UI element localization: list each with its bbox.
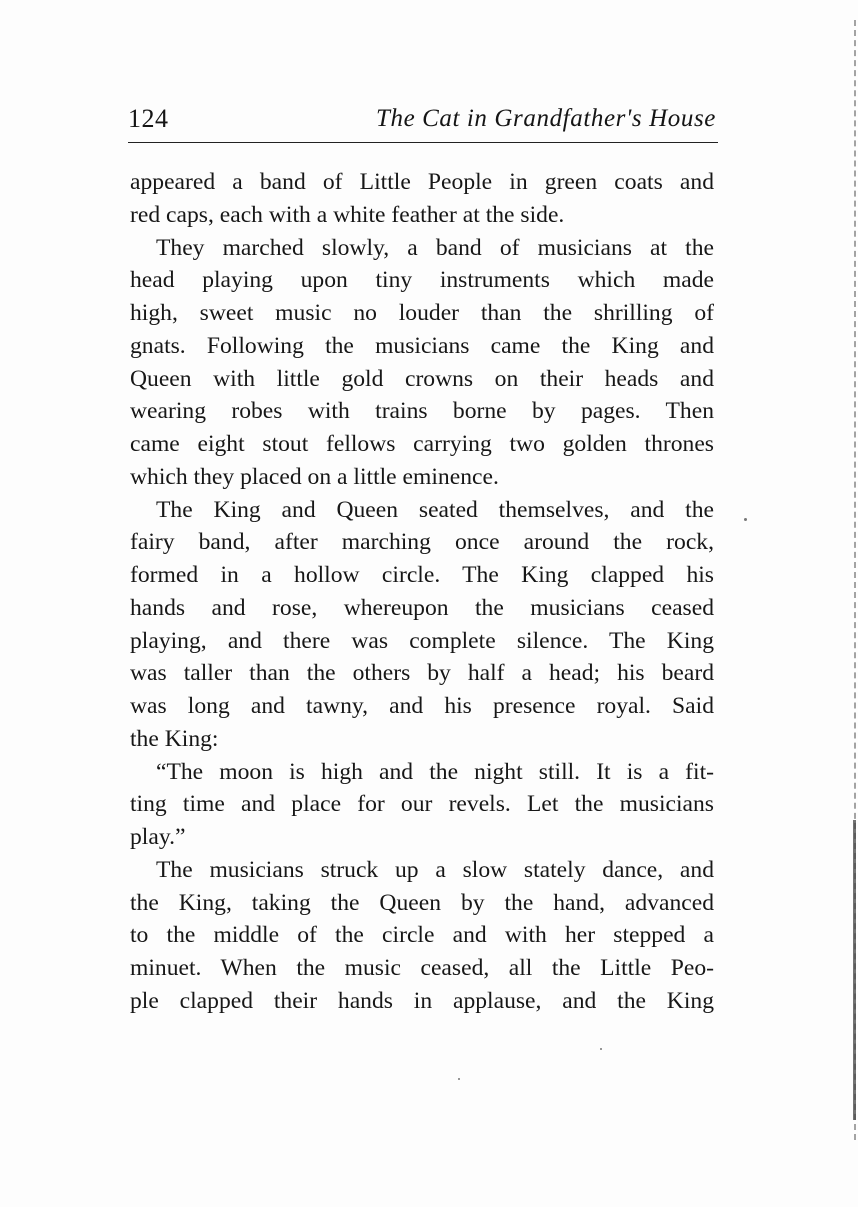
text-line: formed in a hollow circle. The King clapped his	[130, 562, 714, 588]
text-line: minuet. When the music ceased, all the Little Peo-	[130, 955, 714, 981]
page-number: 124	[128, 104, 169, 133]
scan-edge-shadow-lower	[850, 820, 856, 1120]
text-line: was taller than the others by half a head; his beard	[130, 660, 714, 687]
text-line: play.”	[130, 824, 186, 850]
text-line: head playing upon tiny instruments which made	[130, 267, 714, 294]
text-line: hands and rose, whereupon the musicians ceased	[130, 594, 714, 621]
text-line: wearing robes with trains borne by pages. Then	[130, 398, 714, 425]
text-line: appeared a band of Little People in green coats and	[130, 169, 714, 195]
text-line: ting time and place for our revels. Let the musicians	[130, 791, 714, 818]
text-line: which they placed on a little eminence.	[130, 463, 499, 490]
text-line: came eight stout fellows carrying two golden thrones	[130, 431, 714, 457]
text-line: playing, and there was complete silence. The King	[130, 627, 714, 654]
text-line: ple clapped their hands in applause, and the King	[130, 987, 714, 1014]
running-title: The Cat in Grandfather's House	[375, 105, 716, 132]
text-line: was long and tawny, and his presence royal. Said	[130, 693, 714, 719]
text-line: red caps, each with a white feather at the side.	[130, 201, 565, 228]
scan-speck	[744, 518, 747, 521]
scan-speck	[458, 1078, 460, 1080]
text-line: Queen with little gold crowns on their heads and	[130, 365, 714, 392]
header-rule	[128, 142, 718, 143]
text-line: gnats. Following the musicians came the King and	[130, 332, 714, 359]
body-text	[130, 166, 714, 1018]
text-line: “The moon is high and the night still. It is a fit-	[156, 758, 714, 785]
text-line: to the middle of the circle and with her stepped a	[130, 922, 714, 949]
text-line: the King:	[130, 725, 219, 752]
text-line: high, sweet music no louder than the shrilling of	[130, 300, 714, 326]
text-line: the King, taking the Queen by the hand, advanced	[130, 889, 714, 916]
text-line: fairy band, after marching once around the rock,	[130, 529, 714, 556]
page-header	[128, 104, 716, 142]
text-line: The King and Queen seated themselves, and the	[156, 496, 714, 523]
text-line: They marched slowly, a band of musicians at the	[156, 234, 714, 261]
text-line: The musicians struck up a slow stately dance, and	[156, 856, 714, 883]
scan-speck	[600, 1048, 602, 1050]
